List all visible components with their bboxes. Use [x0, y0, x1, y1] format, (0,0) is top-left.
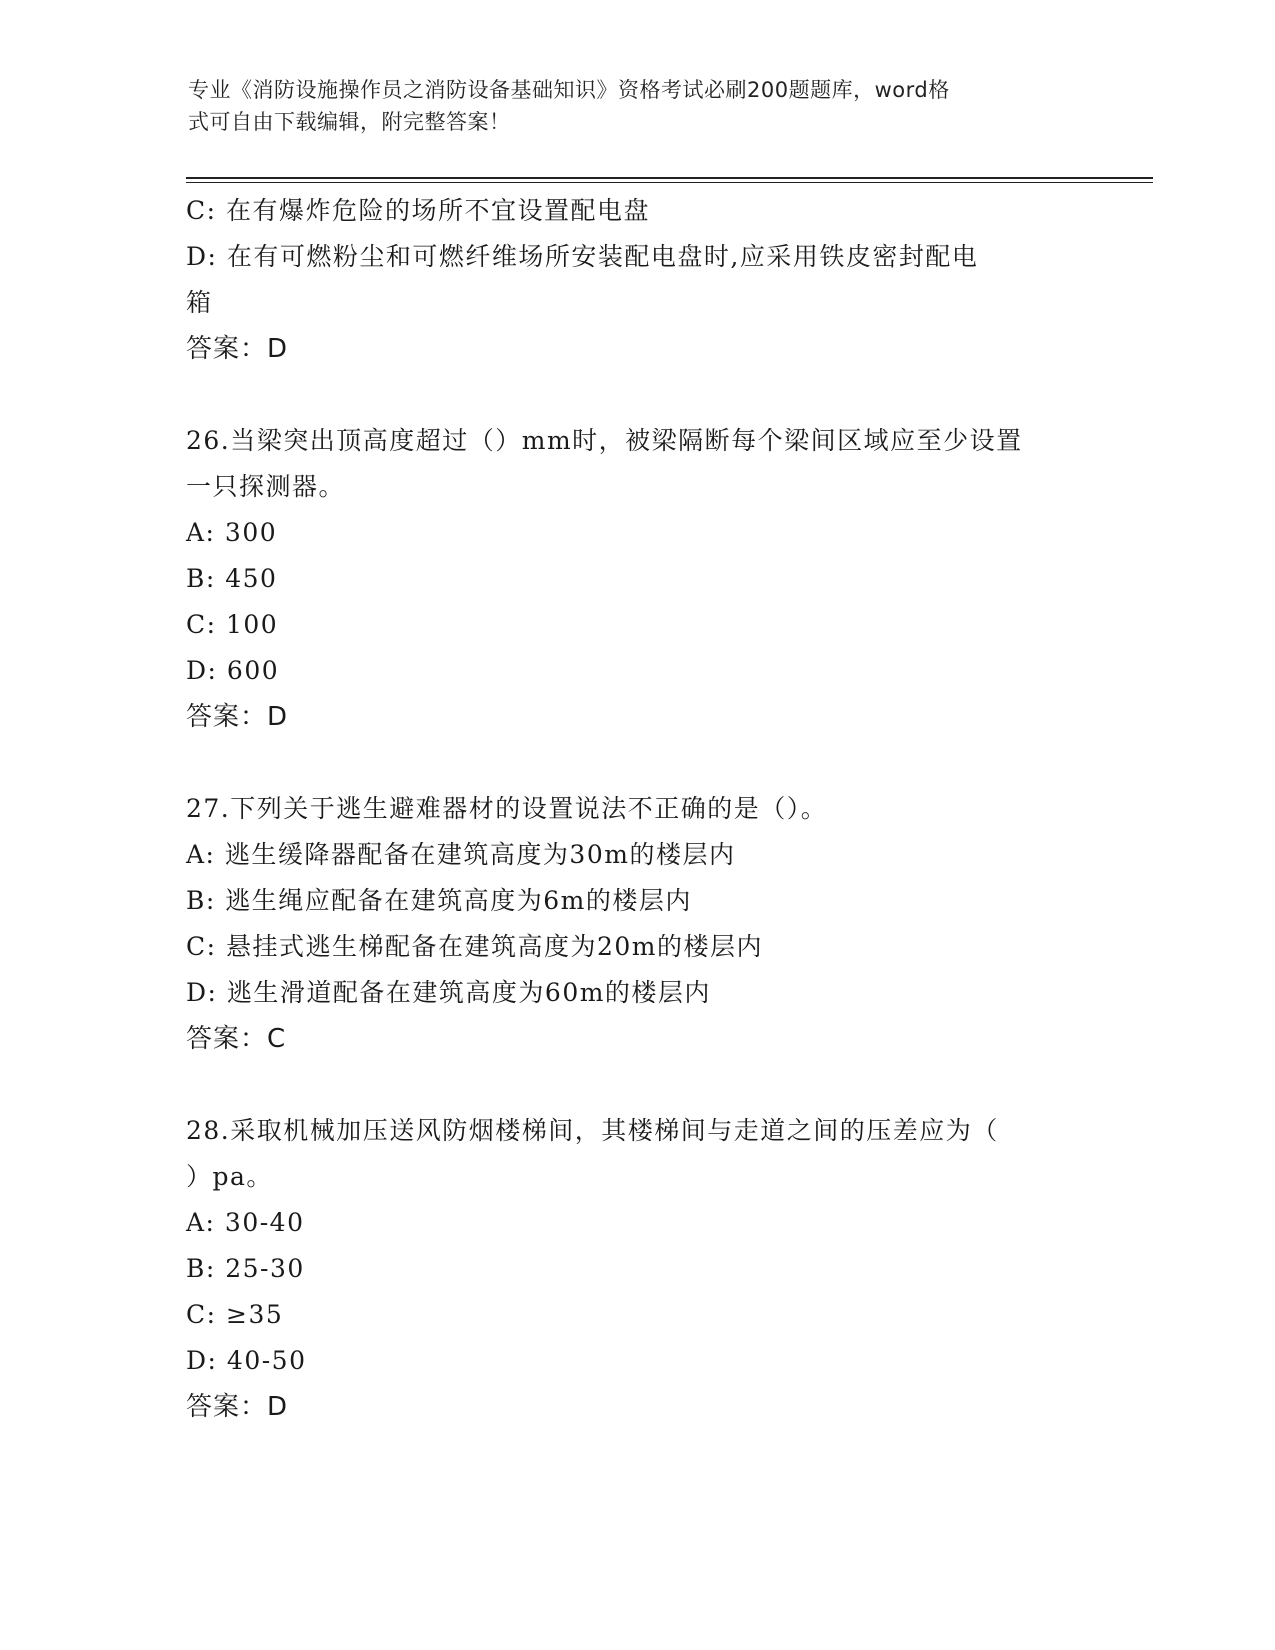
option-c: C: 悬挂式逃生梯配备在建筑高度为20m的楼层内	[186, 932, 764, 961]
question-stem: 28.采取机械加压送风防烟楼梯间，其楼梯间与走道之间的压差应为（	[186, 1116, 999, 1145]
document-header	[188, 74, 1068, 138]
option-c: C: ≥35	[186, 1300, 284, 1329]
option-a: A: 30-40	[186, 1208, 305, 1237]
option-b: B: 450	[186, 564, 278, 593]
question-28	[186, 1108, 1086, 1430]
header-rule-thick	[186, 177, 1153, 179]
header-rule-thin	[186, 182, 1153, 183]
question-stem-continued: 一只探测器。	[186, 472, 346, 501]
option-d: D: 在有可燃粉尘和可燃纤维场所安装配电盘时,应采用铁皮密封配电	[186, 242, 979, 271]
question-26	[186, 418, 1086, 740]
option-d: D: 600	[186, 656, 280, 685]
option-d-continued: 箱	[186, 288, 213, 317]
spacer	[186, 372, 1086, 418]
question-stem-continued: ）pa。	[186, 1162, 273, 1191]
header-line-1: 专业《消防设施操作员之消防设备基础知识》资格考试必刷200题题库，word格	[188, 78, 950, 102]
question-27	[186, 786, 1086, 1062]
header-line-2: 式可自由下载编辑，附完整答案！	[188, 110, 511, 134]
answer-line: 答案：C	[186, 1024, 287, 1054]
option-a: A: 300	[186, 518, 278, 547]
option-b: B: 25-30	[186, 1254, 305, 1283]
option-c: C: 100	[186, 610, 279, 639]
answer-line: 答案：D	[186, 1392, 289, 1422]
option-c: C: 在有爆炸危险的场所不宜设置配电盘	[186, 196, 650, 225]
answer-line: 答案：D	[186, 702, 289, 732]
question-25-continued	[186, 188, 1086, 372]
spacer	[186, 740, 1086, 786]
answer-line: 答案：D	[186, 334, 289, 364]
option-d: D: 40-50	[186, 1346, 307, 1375]
spacer	[186, 1062, 1086, 1108]
question-stem: 27.下列关于逃生避难器材的设置说法不正确的是（）。	[186, 794, 828, 823]
option-b: B: 逃生绳应配备在建筑高度为6m的楼层内	[186, 886, 692, 915]
option-d: D: 逃生滑道配备在建筑高度为60m的楼层内	[186, 978, 711, 1007]
document-body	[186, 188, 1086, 1430]
option-a: A: 逃生缓降器配备在建筑高度为30m的楼层内	[186, 840, 736, 869]
question-stem: 26.当梁突出顶高度超过（）mm时，被梁隔断每个梁间区域应至少设置	[186, 426, 1023, 455]
